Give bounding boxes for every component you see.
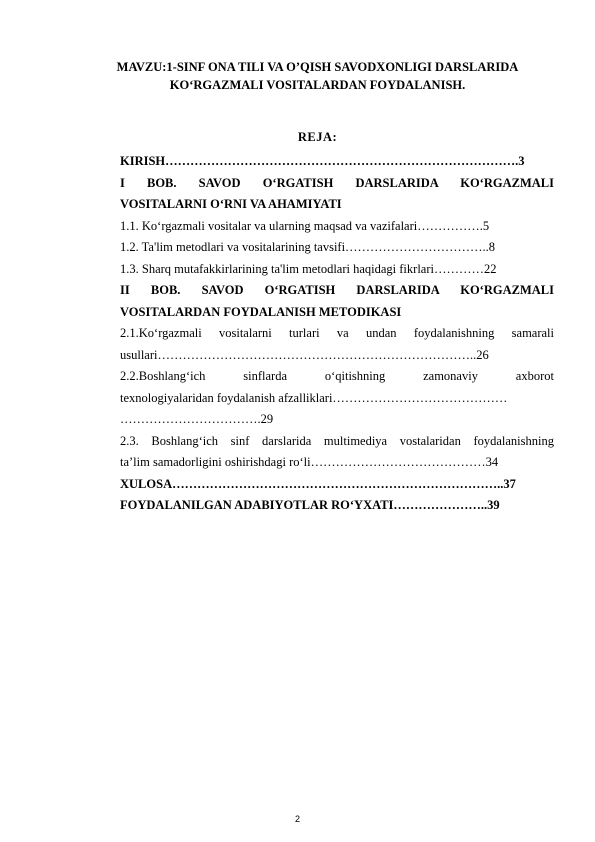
page-number: 2 [294, 814, 300, 824]
plan-heading: REJA: [297, 130, 338, 144]
toc-entry-chapter-1-line-2: VOSITALARNI O‘RNI VA AHAMIYATI [120, 197, 342, 211]
topic-title [80, 58, 555, 94]
table-of-contents [120, 151, 554, 517]
toc-entry-conclusion: XULOSA……………………………………………………………………..37 [120, 476, 516, 491]
toc-entry-introduction: KIRISH………………………………………………………………………….3 [120, 154, 525, 168]
toc-entry-2-3-line-2: ta’lim samadorligini oshirishdagi ro‘li……………………………………34 [120, 455, 499, 469]
topic-title-line-1: MAVZU:1-SINF ONA TILI VA O’QISH SAVODXONLIGI DARSLARIDA [116, 60, 519, 74]
toc-entry-1-3: 1.3. Sharq mutafakkirlarining ta'lim metodlari haqidagi fikrlari…………22 [120, 261, 497, 276]
toc-entry-2-3-line-1: 2.3. Boshlang‘ich sinf darslarida multimediya vostalaridan foydalanishning [120, 433, 554, 448]
toc-entry-2-2-line-3: …………………………….29 [120, 412, 274, 426]
toc-entry-chapter-1-line-1: I BOB. SAVOD O‘RGATISH DARSLARIDA KO‘RGAZMALI [120, 175, 554, 190]
toc-entry-2-1-line-2: usullari…………………………………………………………………..26 [120, 347, 489, 362]
toc-entry-chapter-2-line-1: II BOB. SAVOD O‘RGATISH DARSLARIDA KO‘RGAZMALI [120, 283, 554, 297]
toc-entry-1-1: 1.1. Ko‘rgazmali vositalar va ularning maqsad va vazifalari…………….5 [120, 218, 490, 233]
toc-entry-1-2: 1.2. Ta'lim metodlari va vositalarining tavsifi……………………………..8 [120, 240, 496, 254]
toc-entry-references: FOYDALANILGAN ADABIYOTLAR RO‘YXATI…………………..39 [120, 498, 500, 512]
toc-entry-2-2-line-1: 2.2.Boshlang‘ich sinflarda o‘qitishning zamonaviy axborot [120, 369, 554, 383]
toc-entry-2-2-line-2: texnologiyalaridan foydalanish afzalliklari…………………………………… [120, 390, 508, 405]
toc-entry-chapter-2-line-2: VOSITALARDAN FOYDALANISH METODIKASI [120, 304, 402, 319]
toc-entry-2-1-line-1: 2.1.Ko‘rgazmali vositalarni turlari va undan foydalanishning samarali [120, 326, 554, 340]
topic-title-line-2: KO‘RGAZMALI VOSITALARDAN FOYDALANISH. [169, 78, 466, 92]
